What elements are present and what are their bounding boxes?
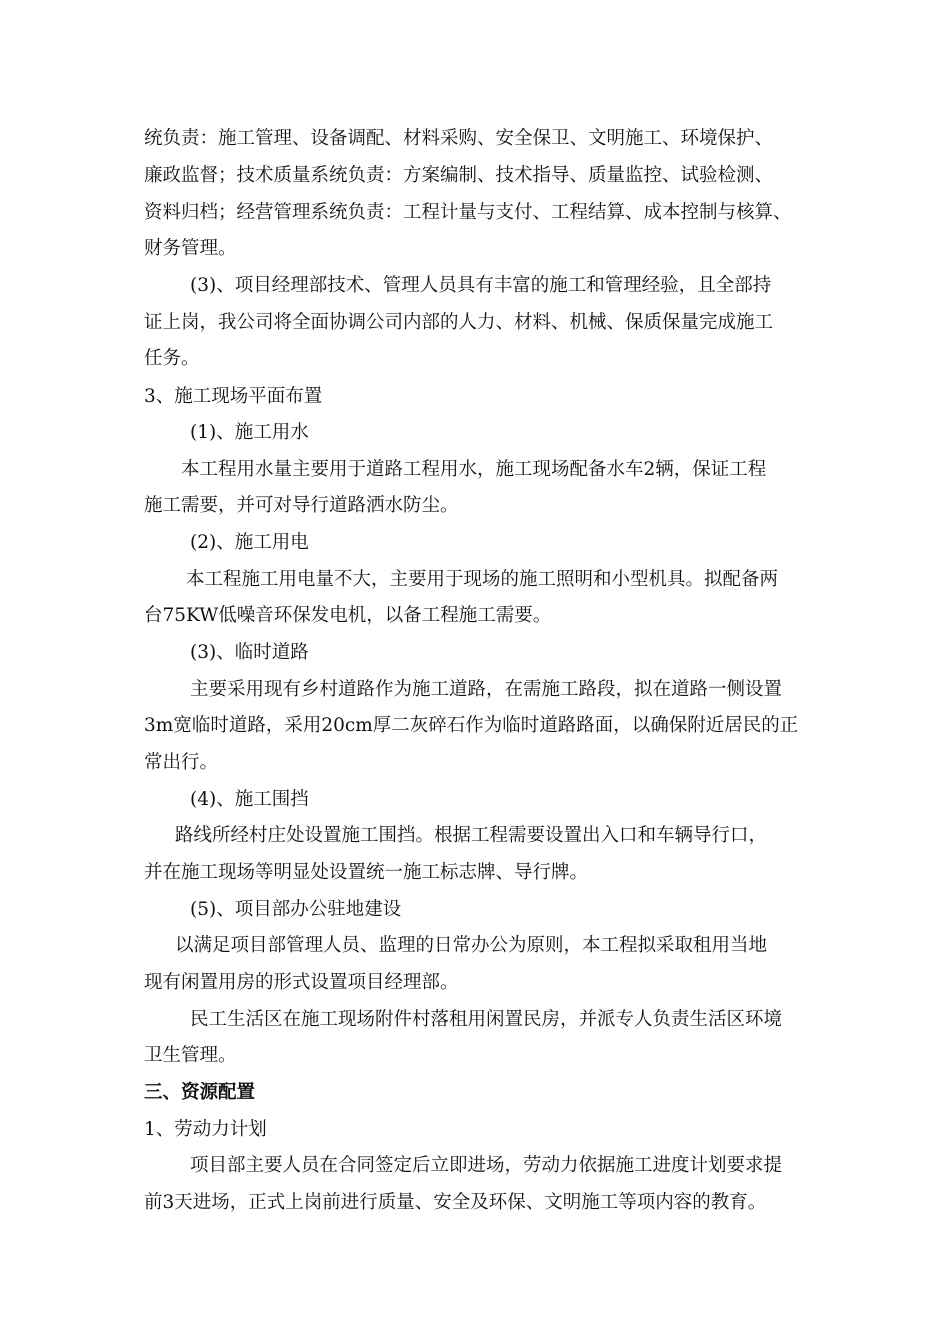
subheading-office: (5)、项目部办公驻地建设 [190, 899, 402, 920]
subheading-fencing: (4)、施工围挡 [190, 789, 309, 810]
paragraph-line-4: 财务管理。 [144, 238, 237, 259]
paragraph-line-14: 台75KW低噪音环保发电机，以备工程施工需要。 [144, 605, 552, 626]
section-heading-labor: 1、劳动力计划 [144, 1119, 267, 1140]
paragraph-line-1: 统负责：施工管理、设备调配、材料采购、安全保卫、文明施工、环境保护、 [144, 128, 774, 149]
paragraph-line-17: 3m宽临时道路，采用20cm厚二灰碎石作为临时道路路面，以确保附近居民的正 [144, 715, 799, 736]
subheading-water: (1)、施工用水 [190, 422, 309, 443]
paragraph-line-24: 现有闲置用房的形式设置项目经理部。 [144, 972, 459, 993]
paragraph-line-7: 任务。 [144, 348, 200, 369]
paragraph-line-26: 卫生管理。 [144, 1045, 237, 1066]
paragraph-line-11: 施工需要，并可对导行道路洒水防尘。 [144, 495, 459, 516]
paragraph-line-18: 常出行。 [144, 752, 219, 773]
paragraph-line-25: 民工生活区在施工现场附件村落租用闲置民房，并派专人负责生活区环境 [190, 1009, 783, 1030]
paragraph-line-5: (3)、项目经理部技术、管理人员具有丰富的施工和管理经验，且全部持 [190, 275, 772, 296]
subheading-temporary-road: (3)、临时道路 [190, 642, 309, 663]
paragraph-line-16: 主要采用现有乡村道路作为施工道路，在需施工路段，拟在道路一侧设置 [190, 679, 783, 700]
paragraph-line-2: 廉政监督；技术质量系统负责：方案编制、技术指导、质量监控、试验检测、 [144, 165, 774, 186]
paragraph-line-10: 本工程用水量主要用于道路工程用水，施工现场配备水车2辆，保证工程 [181, 459, 767, 480]
paragraph-line-29: 项目部主要人员在合同签定后立即进场，劳动力依据施工进度计划要求提 [190, 1155, 783, 1176]
paragraph-line-21: 并在施工现场等明显处设置统一施工标志牌、导行牌。 [144, 862, 589, 883]
paragraph-line-20: 路线所经村庄处设置施工围挡。根据工程需要设置出入口和车辆导行口， [175, 825, 768, 846]
section-heading-resources: 三、资源配置 [144, 1082, 256, 1103]
paragraph-line-30: 前3天进场，正式上岗前进行质量、安全及环保、文明施工等项内容的教育。 [144, 1192, 767, 1213]
paragraph-line-3: 资料归档；经营管理系统负责：工程计量与支付、工程结算、成本控制与核算、 [144, 202, 792, 223]
paragraph-line-6: 证上岗，我公司将全面协调公司内部的人力、材料、机械、保质保量完成施工 [144, 312, 774, 333]
subheading-electricity: (2)、施工用电 [190, 532, 309, 553]
paragraph-line-23: 以满足项目部管理人员、监理的日常办公为原则，本工程拟采取租用当地 [175, 935, 768, 956]
section-heading-site-layout: 3、施工现场平面布置 [144, 386, 323, 407]
paragraph-line-13: 本工程施工用电量不大，主要用于现场的施工照明和小型机具。拟配备两 [186, 569, 779, 590]
